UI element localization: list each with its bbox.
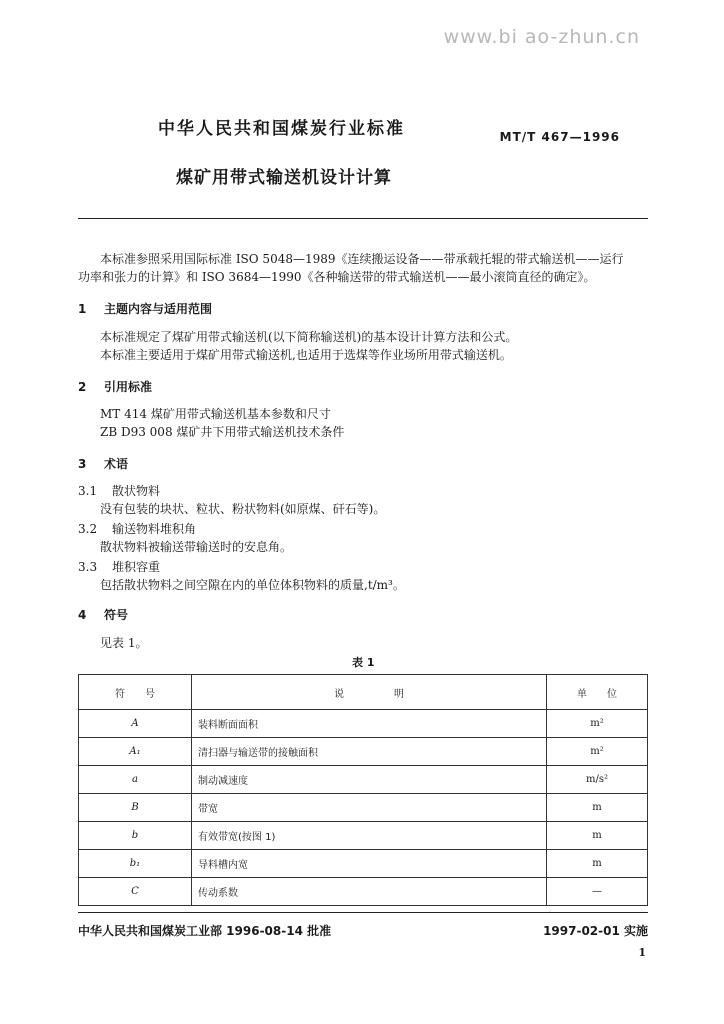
row-unit: m² [547, 710, 648, 738]
header-unit: 单 位 [547, 675, 648, 710]
watermark: www.bi ao-zhun.cn [443, 26, 640, 48]
term-number: 3.2 [78, 522, 98, 536]
row-symbol: C [79, 878, 192, 906]
intro-line-2: 功率和张力的计算》和 ISO 3684—1990《各种输送带的带式输送机——最小滚筒直径的确定》。 [78, 270, 596, 284]
row-symbol: A₁ [79, 738, 192, 766]
table-header-row [79, 675, 648, 710]
footer-rule [78, 912, 648, 913]
section-title: 符号 [104, 608, 129, 622]
section-1-paragraph-1: 本标准规定了煤矿用带式输送机(以下简称输送机)的基本设计计算方法和公式。 [100, 330, 518, 344]
section-4-paragraph: 见表 1。 [100, 636, 148, 650]
row-description: 传动系数 [192, 878, 547, 906]
row-unit: m [547, 822, 648, 850]
table-caption: 表 1 [352, 656, 375, 669]
table-row [79, 766, 648, 794]
term-3-1-heading [78, 482, 160, 500]
term-number: 3.1 [78, 484, 98, 498]
section-title: 术语 [104, 457, 129, 471]
section-title: 引用标准 [104, 380, 153, 394]
section-2-heading [78, 378, 152, 395]
page-number: 1 [638, 946, 646, 959]
row-unit: — [547, 878, 648, 906]
row-description: 装料断面面积 [192, 710, 547, 738]
symbols-table [78, 674, 648, 906]
row-unit: m² [547, 738, 648, 766]
section-1-heading [78, 300, 212, 317]
row-description: 带宽 [192, 794, 547, 822]
approval-date: 中华人民共和国煤炭工业部 1996-08-14 批准 [78, 924, 332, 938]
row-unit: m [547, 794, 648, 822]
section-1-paragraph-2: 本标准主要适用于煤矿用带式输送机,也适用于选煤等作业场所用带式输送机。 [100, 348, 512, 362]
term-3-2-heading [78, 520, 196, 538]
term-number: 3.3 [78, 560, 98, 574]
row-description: 清扫器与输送带的接触面积 [192, 738, 547, 766]
section-number: 1 [78, 302, 87, 316]
row-unit: m/s² [547, 766, 648, 794]
row-symbol: B [79, 794, 192, 822]
reference-2: ZB D93 008 煤矿井下用带式输送机技术条件 [100, 425, 345, 439]
section-title: 主题内容与适用范围 [104, 302, 213, 316]
row-unit: m [547, 850, 648, 878]
section-3-heading [78, 455, 128, 472]
table-row [79, 738, 648, 766]
section-number: 4 [78, 608, 87, 622]
term-title: 输送物料堆积角 [112, 522, 197, 536]
header-rule [78, 218, 648, 219]
section-4-heading [78, 606, 128, 623]
implementation-date: 1997-02-01 实施 [543, 924, 648, 938]
term-title: 堆积容重 [112, 560, 161, 574]
table-row [79, 710, 648, 738]
header-symbol: 符 号 [79, 675, 192, 710]
reference-1: MT 414 煤矿用带式输送机基本参数和尺寸 [100, 407, 331, 421]
row-symbol: A [79, 710, 192, 738]
row-description: 导料槽内宽 [192, 850, 547, 878]
row-symbol: b [79, 822, 192, 850]
table-row [79, 794, 648, 822]
term-3-1-definition: 没有包装的块状、粒状、粉状物料(如原煤、矸石等)。 [100, 502, 386, 516]
document-title: 煤矿用带式输送机设计计算 [176, 168, 392, 188]
table-row [79, 822, 648, 850]
table-row [79, 878, 648, 906]
term-3-3-definition: 包括散状物料之间空隙在内的单位体积物料的质量,t/m³。 [100, 578, 405, 592]
standard-organization: 中华人民共和国煤炭行业标准 [158, 119, 405, 139]
term-3-2-definition: 散状物料被输送带输送时的安息角。 [100, 540, 293, 554]
header-description: 说 明 [192, 675, 547, 710]
row-description: 有效带宽(按图 1) [192, 822, 547, 850]
standard-code: MT/T 467—1996 [499, 130, 620, 144]
section-number: 3 [78, 457, 87, 471]
row-symbol: a [79, 766, 192, 794]
term-3-3-heading [78, 558, 160, 576]
section-number: 2 [78, 380, 87, 394]
row-symbol: b₁ [79, 850, 192, 878]
table-row [79, 850, 648, 878]
intro-line-1: 本标准参照采用国际标准 ISO 5048—1989《连续搬运设备——带承载托辊的带式输送机——运行 [100, 252, 624, 266]
row-description: 制动减速度 [192, 766, 547, 794]
term-title: 散状物料 [112, 484, 161, 498]
